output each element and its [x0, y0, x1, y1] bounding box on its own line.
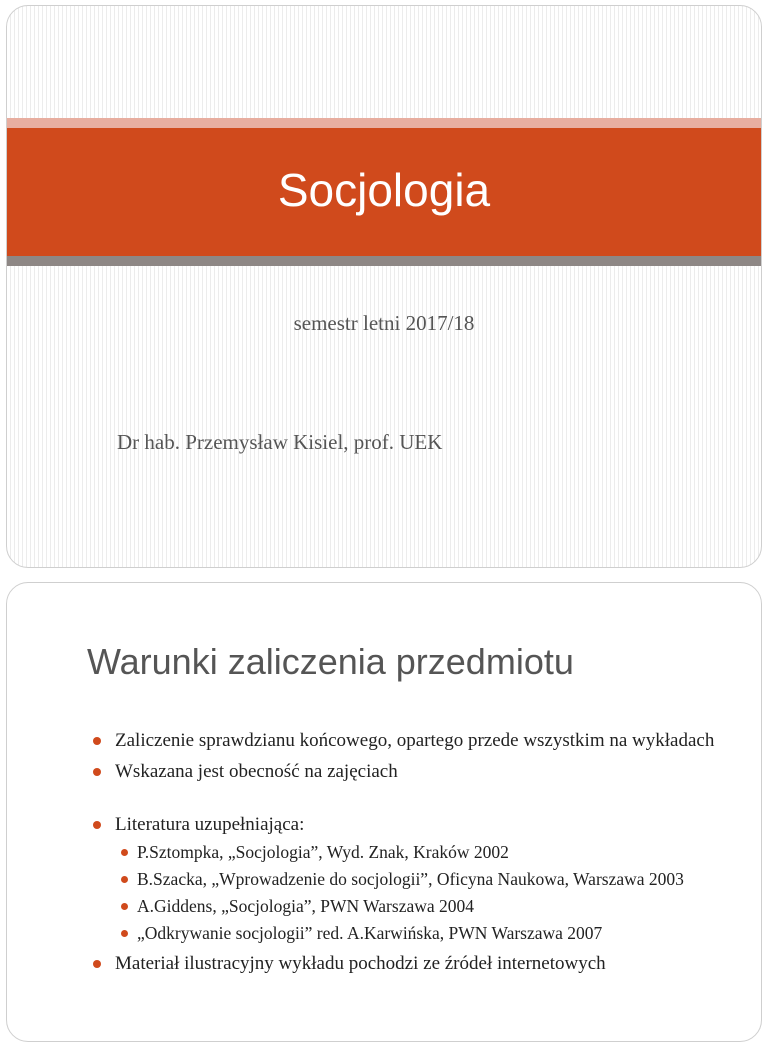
bullet-icon [121, 849, 128, 856]
bullet-icon [121, 930, 128, 937]
literature-item [115, 896, 727, 917]
title-slide [6, 5, 762, 568]
bullet-icon [93, 768, 101, 776]
literature-text: B.Szacka, „Wprowadzenie do socjologii”, Oficyna Naukowa, Warszawa 2003 [137, 869, 684, 889]
literature-list [115, 842, 727, 944]
bullet-icon [93, 960, 101, 968]
bullet-icon [93, 821, 101, 829]
list-item [87, 760, 727, 783]
list-item [87, 813, 727, 944]
list-item-text: Literatura uzupełniająca: [115, 814, 305, 835]
bullet-icon [121, 876, 128, 883]
list-item-text: Wskazana jest obecność na zajęciach [115, 761, 398, 782]
list-item-text: Zaliczenie sprawdzianu końcowego, opartego przede wszystkim na wykładach [115, 730, 715, 751]
literature-text: „Odkrywanie socjologii” red. A.Karwińska, PWN Warszawa 2007 [137, 923, 603, 943]
content-slide-title: Warunki zaliczenia przedmiotu [87, 641, 574, 682]
literature-item [115, 869, 727, 890]
bullet-icon [93, 737, 101, 745]
slide-title: Socjologia [277, 164, 491, 216]
slide-author: Dr hab. Przemysław Kisiel, prof. UEK [117, 430, 443, 454]
slide-subtitle: semestr letni 2017/18 [293, 311, 475, 335]
list-item [87, 952, 727, 975]
list-item [87, 729, 727, 752]
list-item-text: Materiał ilustracyjny wykładu pochodzi ze źródeł internetowych [115, 953, 606, 974]
literature-text: P.Sztompka, „Socjologia”, Wyd. Znak, Kraków 2002 [137, 842, 509, 862]
title-band-bottom [7, 256, 761, 266]
literature-item [115, 923, 727, 944]
bullet-icon [121, 903, 128, 910]
literature-item [115, 842, 727, 863]
literature-text: A.Giddens, „Socjologia”, PWN Warszawa 2004 [137, 896, 475, 916]
content-slide [6, 582, 762, 1042]
bullet-list [87, 729, 727, 983]
title-band-top [7, 118, 761, 128]
